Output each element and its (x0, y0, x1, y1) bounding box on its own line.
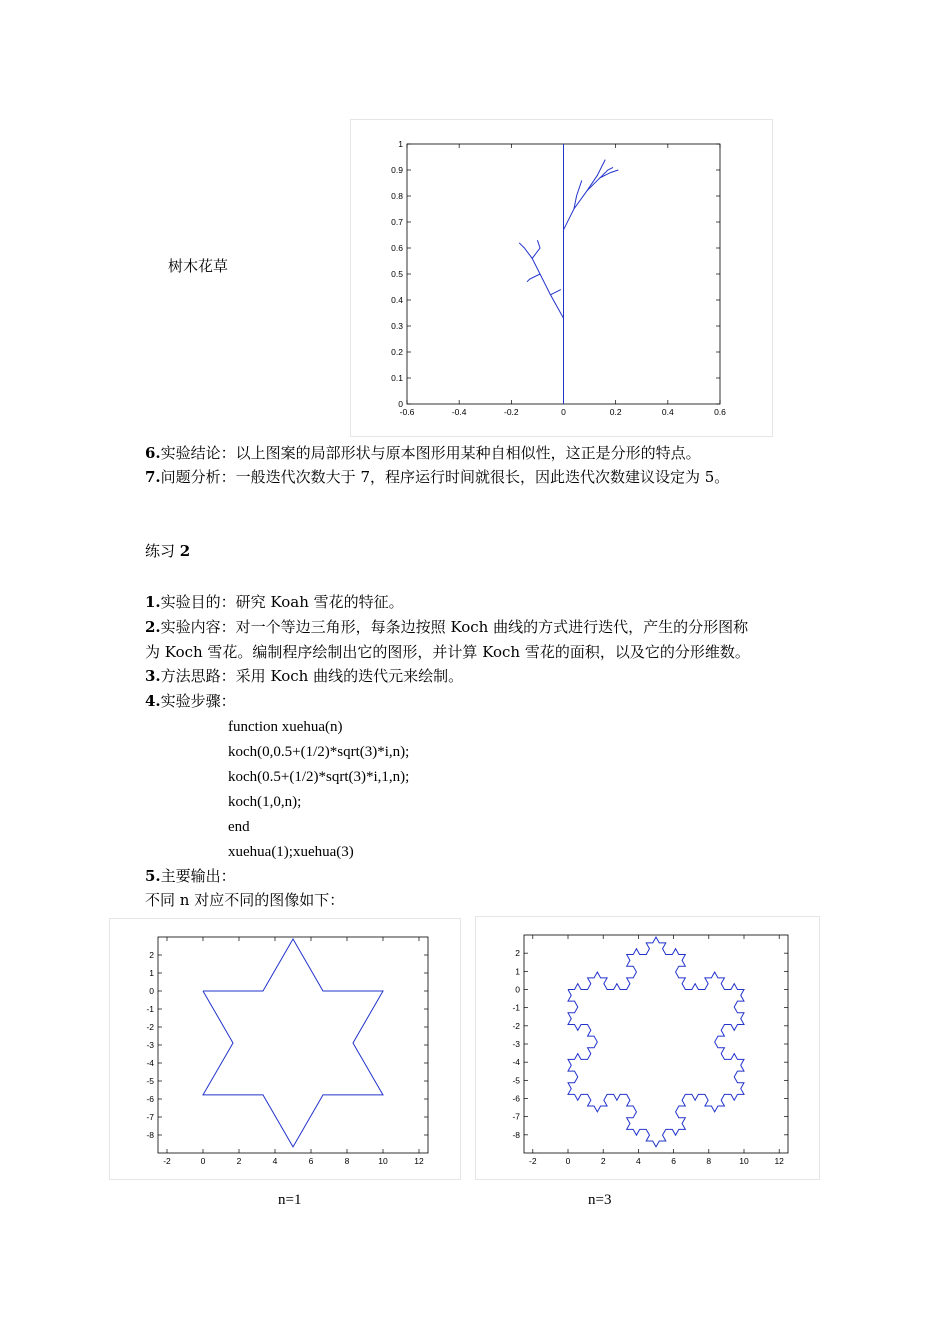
y-tick-label: 1 (398, 139, 403, 149)
figure-label-n3: n=3 (588, 1192, 612, 1208)
x-tick-label: 10 (739, 1156, 749, 1166)
y-tick-label: -2 (512, 1020, 520, 1031)
tree-figure (350, 119, 773, 437)
y-tick-label: 0.5 (391, 269, 403, 279)
series-right-twig-1 (587, 170, 618, 191)
section-5-number: 5. (145, 867, 161, 885)
y-tick-label: -6 (512, 1093, 520, 1104)
section-5 (145, 866, 236, 886)
koch-n1-chart (110, 919, 460, 1179)
y-tick-label: 0 (515, 984, 520, 995)
section-7 (145, 467, 729, 487)
tree-label: 树木花草 (168, 257, 229, 275)
x-tick-label: 0 (200, 1156, 206, 1166)
series-left-twig-3 (532, 240, 540, 258)
section-7-number: 7. (145, 468, 161, 486)
x-tick-label: 12 (414, 1156, 424, 1166)
y-tick-label: -1 (512, 1002, 520, 1013)
x-tick-label: 0.4 (661, 407, 674, 417)
exercise-number: 2 (179, 542, 191, 560)
y-tick-label: -1 (146, 1004, 154, 1014)
plot-frame (524, 935, 788, 1153)
x-tick-label: 2 (600, 1156, 606, 1166)
y-tick-label: 0.3 (391, 321, 403, 331)
section-5-text: 主要输出： (160, 867, 236, 885)
x-tick-label: -0.6 (399, 407, 415, 417)
x-tick-label: 8 (706, 1156, 712, 1166)
item-number: 2. (145, 618, 161, 636)
y-tick-label: 0 (398, 399, 403, 409)
item-text: 实验目的：研究 Koah 雪花的特征。 (160, 593, 404, 611)
x-tick-label: 12 (774, 1156, 784, 1166)
y-tick-label: 0 (149, 986, 154, 996)
y-tick-label: -3 (146, 1040, 154, 1050)
item-1 (145, 592, 404, 612)
x-tick-label: 4 (636, 1156, 641, 1166)
exercise-label: 练习 (145, 542, 176, 560)
exercise-heading (145, 541, 190, 561)
code-line: function xuehua(n) (228, 719, 343, 735)
x-tick-label: -2 (529, 1156, 537, 1166)
x-tick-label: 8 (344, 1156, 350, 1166)
x-tick-label: 6 (308, 1156, 314, 1166)
y-tick-label: 0.2 (391, 347, 403, 357)
x-tick-label: 2 (236, 1156, 242, 1166)
x-tick-label: 0 (561, 407, 566, 417)
series-koch-n3 (568, 937, 744, 1147)
item-text: 实验步骤： (160, 692, 236, 710)
y-tick-label: -2 (146, 1022, 154, 1032)
item-4 (145, 691, 236, 711)
code-line: koch(0.5+(1/2)*sqrt(3)*i,1,n); (228, 769, 410, 785)
section-6 (145, 443, 701, 463)
x-tick-label: 0 (565, 1156, 571, 1166)
series-left-twig-2 (550, 290, 560, 295)
item-number: 4. (145, 692, 161, 710)
y-tick-label: 0.6 (391, 243, 403, 253)
item-2-continued (145, 642, 750, 662)
code-line: koch(0,0.5+(1/2)*sqrt(3)*i,n); (228, 744, 410, 760)
y-tick-label: 2 (515, 948, 520, 959)
koch-n1-figure (109, 918, 461, 1180)
section-6-number: 6. (145, 444, 161, 462)
section-6-text: 实验结论：以上图案的局部形状与原本图形用某种自相似性，这正是分形的特点。 (160, 444, 701, 462)
plot-frame (158, 937, 428, 1153)
item-number: 3. (145, 667, 161, 685)
y-tick-label: 0.1 (391, 373, 403, 383)
y-tick-label: -4 (512, 1057, 520, 1068)
x-tick-label: 6 (671, 1156, 676, 1166)
figure-caption: 不同 n 对应不同的图像如下： (145, 891, 345, 909)
y-tick-label: -3 (512, 1039, 520, 1049)
y-tick-label: 1 (149, 968, 154, 978)
series-right-twig-2 (574, 180, 582, 209)
koch-n3-chart (476, 917, 819, 1179)
y-tick-label: -4 (146, 1058, 154, 1068)
figure-label-n1: n=1 (278, 1192, 302, 1208)
y-tick-label: 0.4 (391, 295, 403, 305)
x-tick-label: 10 (378, 1156, 388, 1166)
y-tick-label: -8 (512, 1129, 520, 1140)
x-tick-label: 0.6 (714, 407, 726, 417)
tree-chart (351, 120, 772, 436)
series-koch-n1 (203, 939, 383, 1147)
x-tick-label: 0.2 (609, 407, 622, 417)
code-line: koch(1,0,n); (228, 794, 302, 810)
x-tick-label: -0.4 (451, 407, 467, 417)
y-tick-label: -5 (146, 1076, 154, 1086)
x-tick-label: 4 (272, 1156, 278, 1166)
item-text: 为 Koch 雪花。编制程序绘制出它的图形，并计算 Koch 雪花的面积，以及它的分形维数。 (145, 643, 750, 661)
y-tick-label: -7 (512, 1111, 520, 1122)
item-number: 1. (145, 593, 161, 611)
x-tick-label: -2 (163, 1156, 171, 1166)
y-tick-label: 0.8 (391, 191, 403, 201)
y-tick-label: -6 (146, 1094, 154, 1104)
section-7-text: 问题分析：一般迭代次数大于 7，程序运行时间就很长，因此迭代次数建议设定为 5。 (160, 468, 730, 486)
item-3 (145, 666, 463, 686)
x-tick-label: -0.2 (504, 407, 519, 417)
item-text: 实验内容：对一个等边三角形，每条边按照 Koch 曲线的方式进行迭代，产生的分形图称 (160, 618, 749, 636)
item-text: 方法思路：采用 Koch 曲线的迭代元来绘制。 (160, 667, 464, 685)
y-tick-label: 0.9 (391, 165, 403, 175)
series-left-twig-1 (527, 274, 540, 282)
y-tick-label: -8 (146, 1130, 154, 1140)
code-line: xuehua(1);xuehua(3) (228, 844, 354, 860)
y-tick-label: 0.7 (391, 217, 403, 227)
y-tick-label: -7 (146, 1112, 154, 1122)
y-tick-label: -5 (512, 1075, 520, 1086)
y-tick-label: 2 (149, 950, 154, 960)
koch-n3-figure (475, 916, 820, 1180)
y-tick-label: 1 (515, 966, 520, 977)
series-right-branch (564, 160, 606, 230)
series-left-branch (519, 243, 563, 318)
code-line: end (228, 819, 250, 835)
item-2 (145, 617, 748, 637)
